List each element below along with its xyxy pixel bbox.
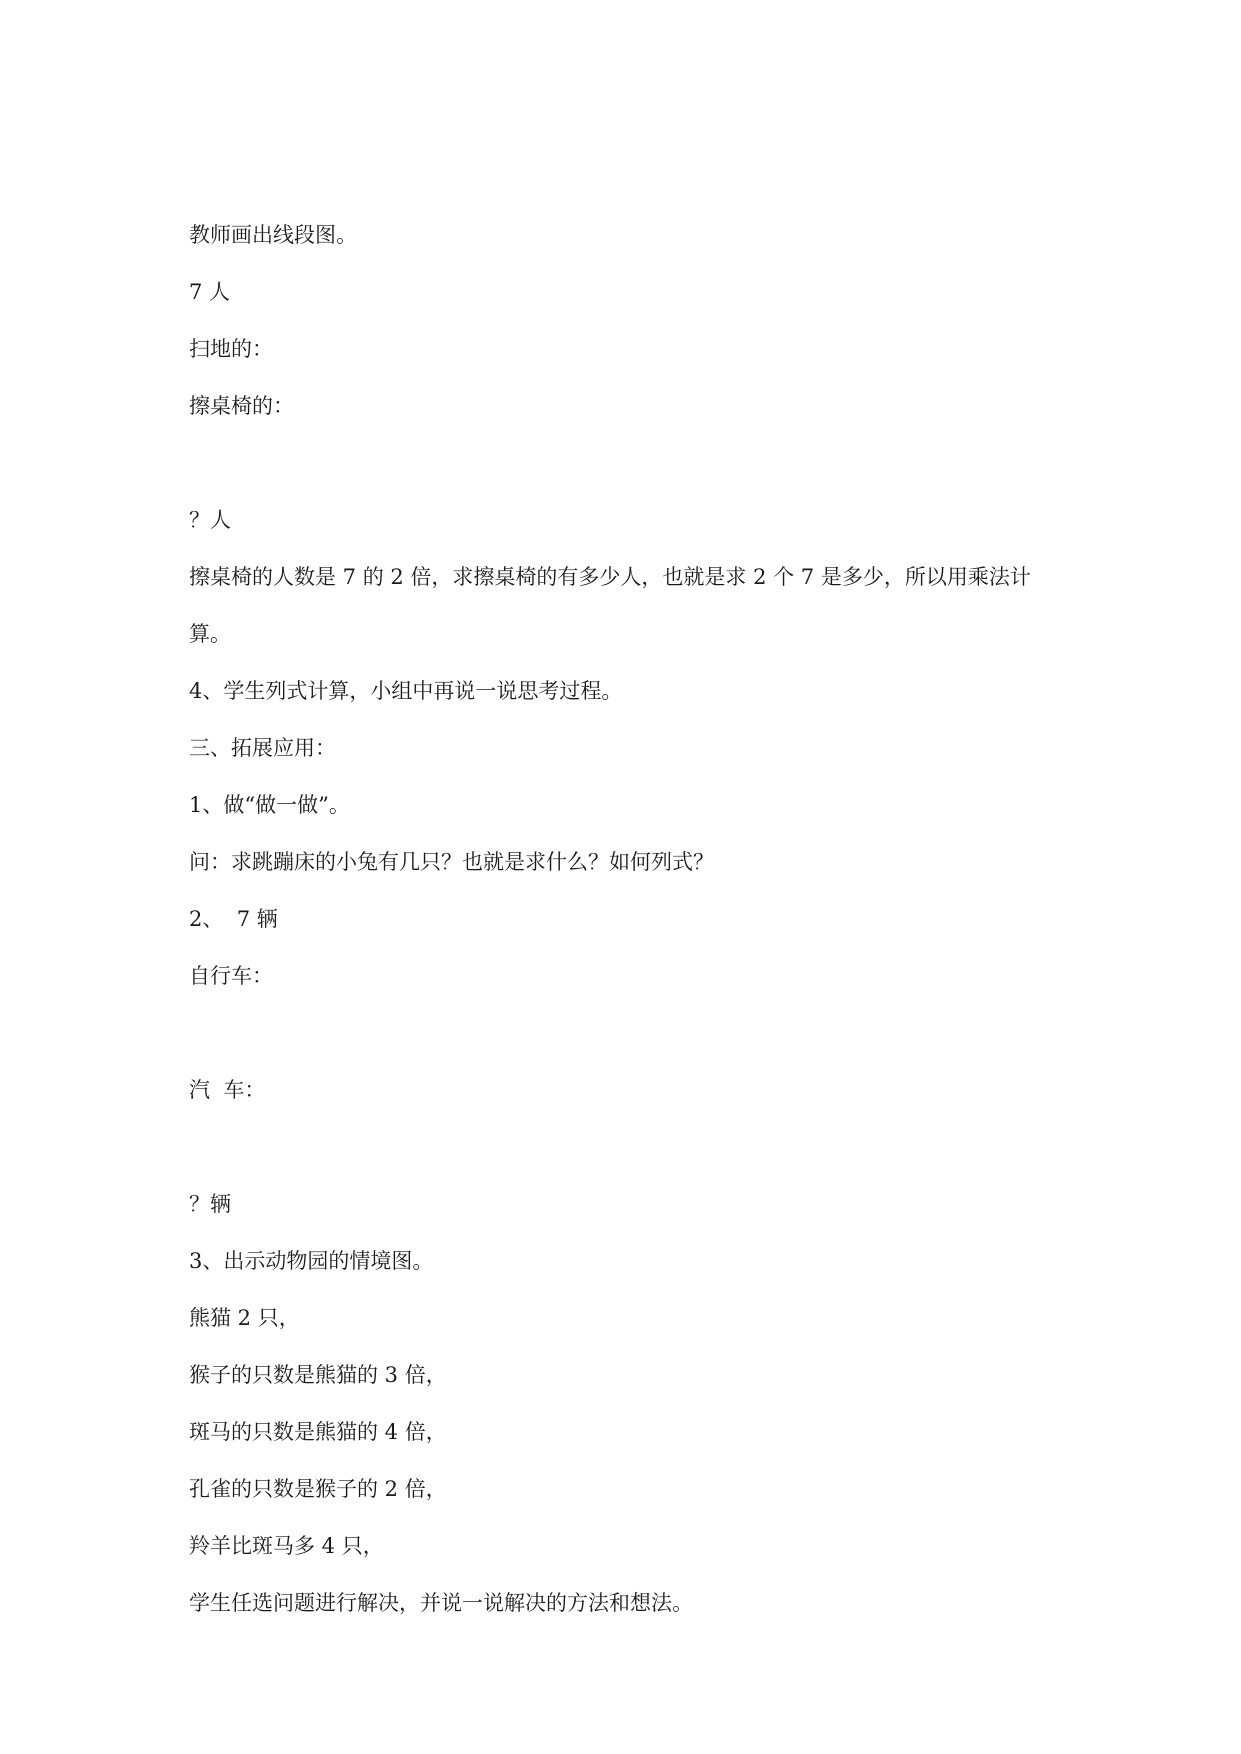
text-line: 擦桌椅的人数是 7 的 2 倍，求擦桌椅的有多少人，也就是求 2 个 7 是多少，所以用乘法计: [189, 565, 1031, 589]
text-line: 自行车：: [189, 964, 273, 988]
text-line: 问：求跳蹦床的小兔有几只？也就是求什么？如何列式？: [189, 850, 714, 874]
text-line: ？辆: [189, 1192, 231, 1216]
text-line: 1、做“做一做”。: [189, 793, 350, 817]
text-line: ？人: [189, 508, 231, 532]
text-line: 教师画出线段图。: [189, 223, 357, 247]
text-line: 学生任选问题进行解决，并说一说解决的方法和想法。: [189, 1591, 693, 1615]
text-line: 4、学生列式计算，小组中再说一说思考过程。: [189, 679, 623, 703]
text-line: 扫地的：: [189, 337, 273, 361]
section-heading: 三、拓展应用：: [189, 736, 336, 760]
text-line: 孔雀的只数是猴子的 2 倍，: [189, 1477, 447, 1501]
text-line: 7 人: [189, 280, 231, 304]
text-line: 熊猫 2 只，: [189, 1306, 300, 1330]
text-line: 汽 车：: [189, 1078, 266, 1102]
text-line: 斑马的只数是熊猫的 4 倍，: [189, 1420, 447, 1444]
text-line: 2、 7 辆: [189, 907, 278, 931]
text-line: 羚羊比斑马多 4 只，: [189, 1534, 384, 1558]
text-line: 3、出示动物园的情境图。: [189, 1249, 434, 1273]
text-line: 算。: [189, 622, 231, 646]
text-line: 擦桌椅的：: [189, 394, 294, 418]
text-line: 猴子的只数是熊猫的 3 倍，: [189, 1363, 447, 1387]
